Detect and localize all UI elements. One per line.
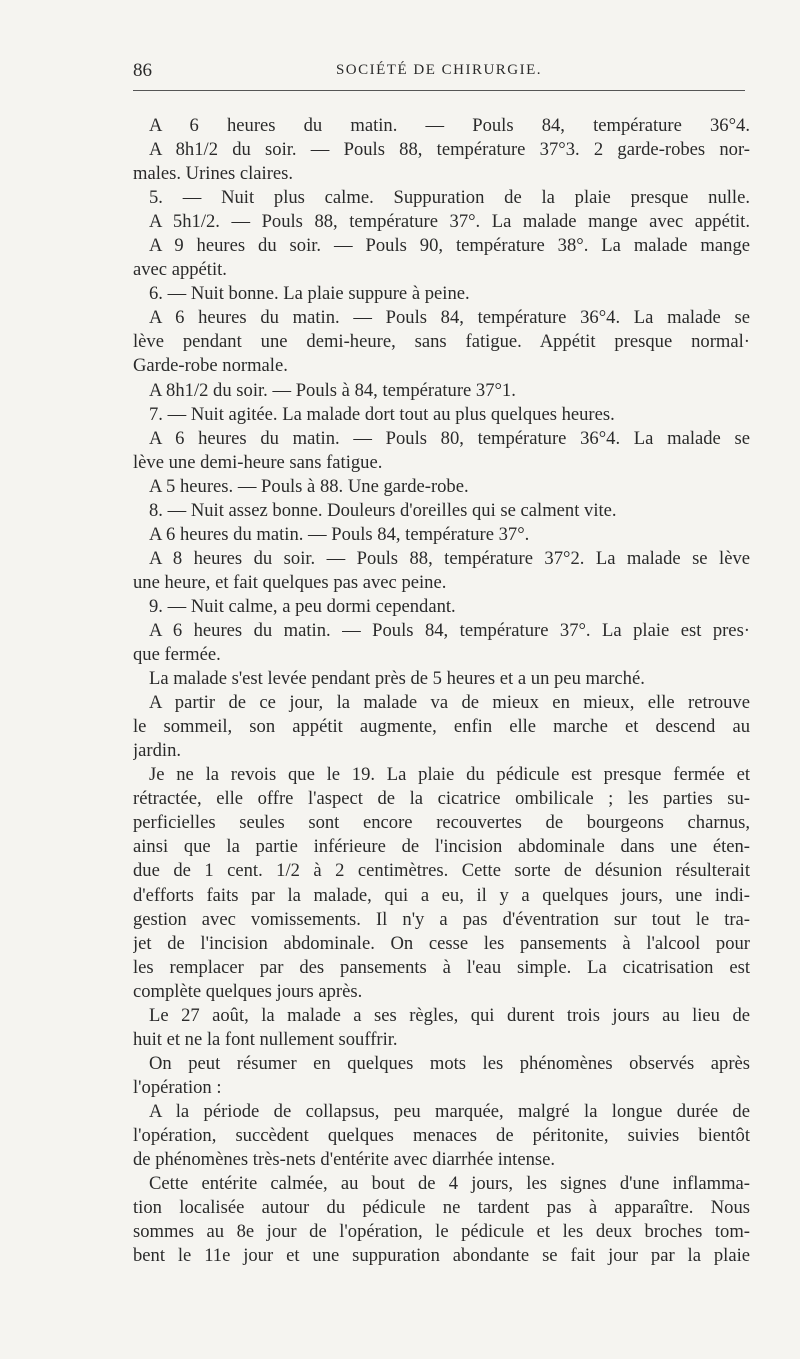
text-line: huit et ne la font nullement souffrir. <box>133 1028 398 1050</box>
text-line: due de 1 cent. 1/2 à 2 centimètres. Cette sorte de désunion résulterait <box>133 860 750 882</box>
text-line: A partir de ce jour, la malade va de mieux en mieux, elle retrouve <box>149 692 750 714</box>
text-line: jardin. <box>133 740 182 762</box>
text-line: de phénomènes très-nets d'entérite avec diarrhée intense. <box>133 1149 556 1171</box>
text-line: tion localisée autour du pédicule ne tardent pas à apparaître. Nous <box>133 1197 750 1219</box>
text-line: 9. — Nuit calme, a peu dormi cependant. <box>149 595 456 617</box>
text-line: Le 27 août, la malade a ses règles, qui durent trois jours au lieu de <box>149 1004 750 1026</box>
text-line: sommes au 8e jour de l'opération, le pédicule et les deux broches tom- <box>133 1221 750 1243</box>
text-line: avec appétit. <box>133 259 227 281</box>
text-line: A 6 heures du matin. — Pouls 84, température 37°. La plaie est pres· <box>149 619 750 641</box>
body-text <box>133 114 750 1268</box>
text-line: ainsi que la partie inférieure de l'incision abdominale dans une éten- <box>133 836 750 858</box>
text-line: On peut résumer en quelques mots les phénomènes observés après <box>149 1052 750 1074</box>
text-line: rétractée, elle offre l'aspect de la cicatrice ombilicale ; les parties su- <box>133 788 750 810</box>
text-line: l'opération, succèdent quelques menaces de péritonite, suivies bientôt <box>133 1124 750 1146</box>
text-line: La malade s'est levée pendant près de 5 heures et a un peu marché. <box>149 668 645 690</box>
text-line: les remplacer par des pansements à l'eau simple. La cicatrisation est <box>133 956 750 978</box>
text-line: perficielles seules sont encore recouvertes de bourgeons charnus, <box>133 812 750 834</box>
text-line: 5. — Nuit plus calme. Suppuration de la plaie presque nulle. <box>149 187 750 209</box>
text-line: d'efforts faits par la malade, qui a eu, il y a quelques jours, une indi- <box>133 884 750 906</box>
text-line: Garde-robe normale. <box>133 355 288 377</box>
running-head: SOCIÉTÉ DE CHIRURGIE. <box>335 62 543 78</box>
text-line: Je ne la revois que le 19. La plaie du pédicule est presque fermée et <box>149 764 750 786</box>
text-line: que fermée. <box>133 644 221 666</box>
text-line: le sommeil, son appétit augmente, enfin elle marche et descend au <box>133 716 750 738</box>
text-line: 8. — Nuit assez bonne. Douleurs d'oreilles qui se calment vite. <box>149 499 617 521</box>
text-line: A 6 heures du matin. — Pouls 80, température 36°4. La malade se <box>149 427 750 449</box>
text-line: complète quelques jours après. <box>133 980 363 1002</box>
text-line: gestion avec vomissements. Il n'y a pas d'éventration sur tout le tra- <box>133 908 750 930</box>
text-line: A 6 heures du matin. — Pouls 84, température 37°. <box>149 523 530 545</box>
text-line: jet de l'incision abdominale. On cesse les pansements à l'alcool pour <box>133 932 750 954</box>
text-line: A 9 heures du soir. — Pouls 90, température 38°. La malade mange <box>149 235 750 257</box>
text-line: A 5h1/2. — Pouls 88, température 37°. La malade mange avec appétit. <box>149 211 750 233</box>
text-line: une heure, et fait quelques pas avec peine. <box>133 571 447 593</box>
text-line: A 6 heures du matin. — Pouls 84, température 36°4. <box>149 115 750 136</box>
page-header <box>133 56 745 91</box>
text-line: A 8h1/2 du soir. — Pouls 88, température 37°3. 2 garde-robes nor- <box>149 139 750 161</box>
text-line: males. Urines claires. <box>133 163 294 185</box>
text-line: A 5 heures. — Pouls à 88. Une garde-robe. <box>149 475 469 497</box>
text-line: bent le 11e jour et une suppuration abondante se fait jour par la plaie <box>133 1245 750 1267</box>
text-line: Cette entérite calmée, au bout de 4 jours, les signes d'une inflamma- <box>149 1173 750 1195</box>
text-line: lève une demi-heure sans fatigue. <box>133 451 383 473</box>
text-line: A 8 heures du soir. — Pouls 88, température 37°2. La malade se lève <box>149 547 750 569</box>
text-line: 6. — Nuit bonne. La plaie suppure à peine. <box>149 283 470 305</box>
text-line: A la période de collapsus, peu marquée, malgré la longue durée de <box>149 1100 750 1122</box>
text-line: A 6 heures du matin. — Pouls 84, température 36°4. La malade se <box>149 307 750 329</box>
page-number: 86 <box>133 60 152 81</box>
text-line: 7. — Nuit agitée. La malade dort tout au plus quelques heures. <box>149 403 615 425</box>
text-line: lève pendant une demi-heure, sans fatigue. Appétit presque normal· <box>133 331 750 353</box>
text-line: l'opération : <box>133 1076 222 1098</box>
text-line: A 8h1/2 du soir. — Pouls à 84, température 37°1. <box>149 379 516 401</box>
